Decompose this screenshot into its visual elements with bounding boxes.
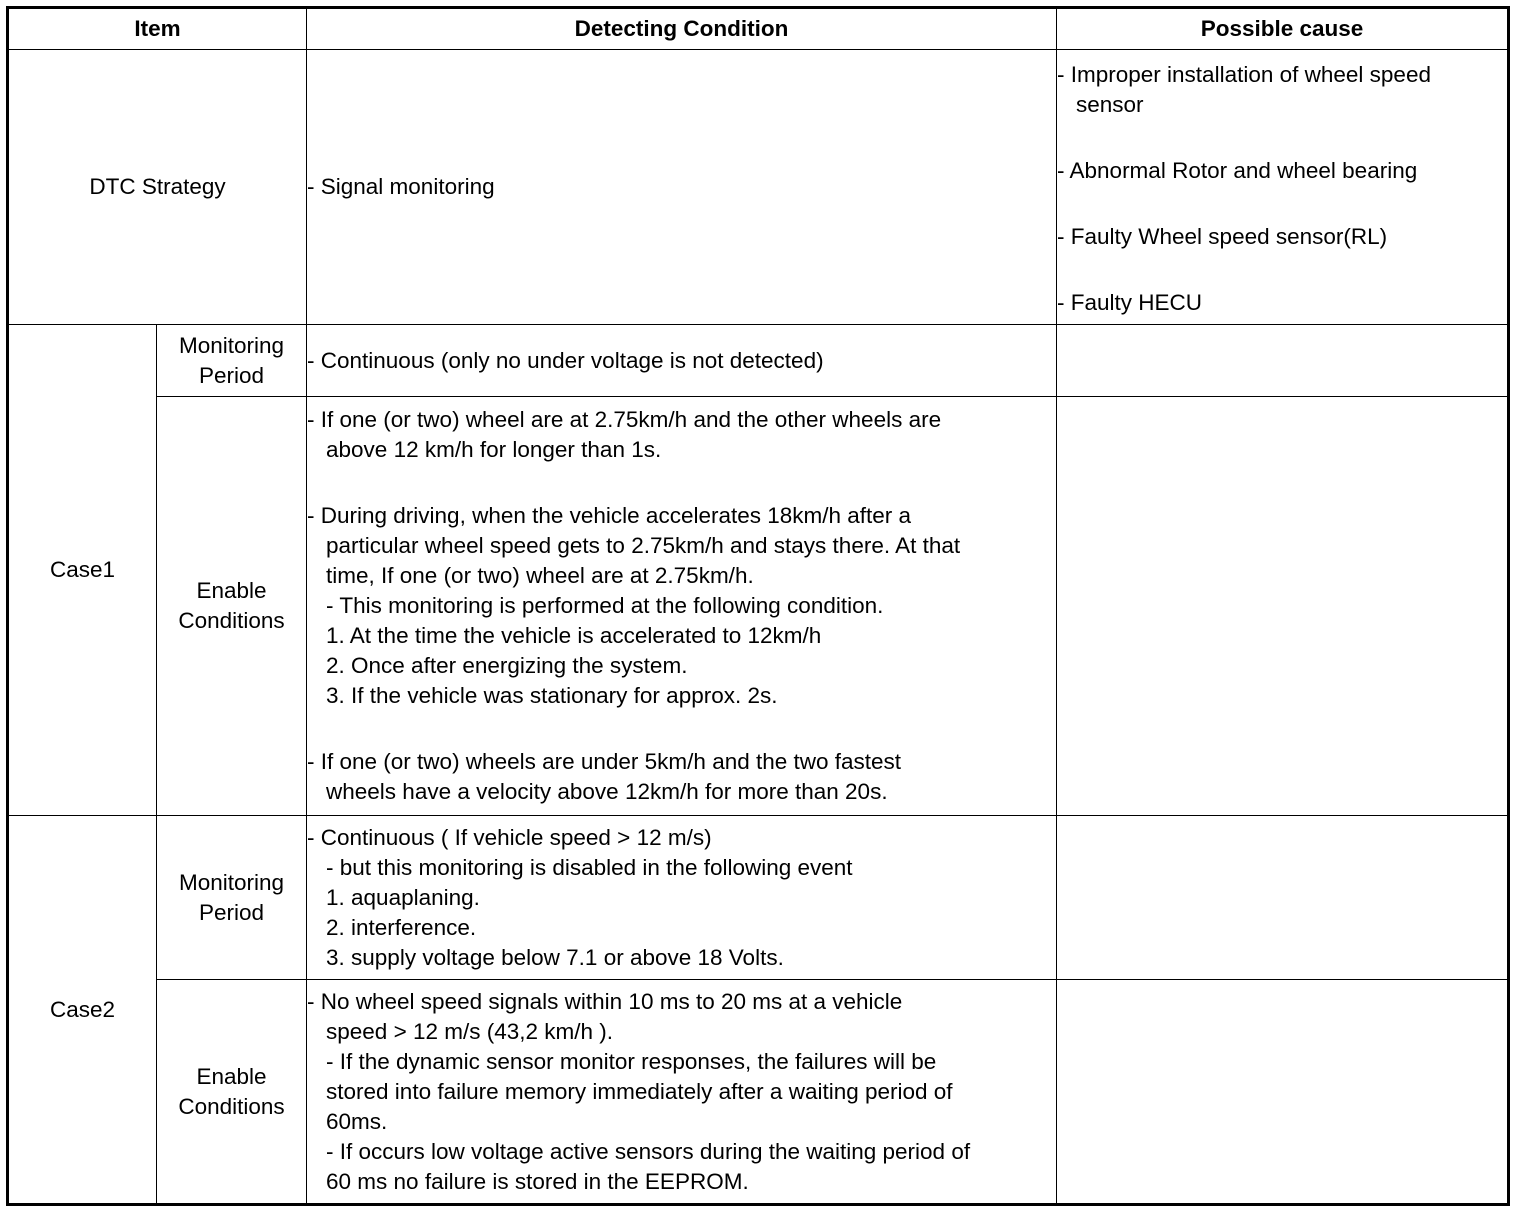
case2-monitoring-period-label	[157, 816, 307, 980]
table-row	[8, 325, 1509, 397]
label-line: Enable	[196, 578, 267, 603]
case1-enable-conditions-label	[157, 397, 307, 816]
table-row	[8, 50, 1509, 325]
case2-enable-conditions-text	[307, 980, 1057, 1205]
label-line: Period	[198, 362, 265, 388]
empty-cause-cell	[1057, 325, 1509, 397]
empty-cause-cell	[1057, 397, 1509, 816]
header-item: Item	[8, 8, 307, 50]
label-line: Conditions	[178, 608, 285, 633]
dtc-table	[6, 6, 1510, 1206]
header-detecting-condition: Detecting Condition	[307, 8, 1057, 50]
label-line: Conditions	[178, 1093, 285, 1119]
label-line: Enable	[196, 1063, 267, 1089]
table-row	[8, 816, 1509, 980]
possible-cause-list	[1057, 50, 1509, 325]
cause-item: - Faulty HECU	[1057, 290, 1203, 315]
condition-bullet: - During driving, when the vehicle accelerates 18km/h after a particular wheel speed gets to 2.75km/h and stays there. At that time, If one (or two) wheel are at 2.75km/h. - This monitoring is performed at the following condition. 1. At the time the vehicle is accelerated to 12km/h 2. Once after energizing the system. 3. If the vehicle was stationary for approx. 2s.	[307, 503, 961, 708]
condition-text: - Continuous ( If vehicle speed > 12 m/s) - but this monitoring is disabled in the following event 1. aquaplaning. 2. interference. 3. supply voltage below 7.1 or above 18 Volts.	[307, 824, 853, 970]
label-line: Monitoring	[178, 332, 285, 358]
table-row	[8, 980, 1509, 1205]
case2-monitoring-period-text	[307, 816, 1057, 980]
condition-bullet: - If one (or two) wheels are under 5km/h and the two fastest wheels have a velocity above 12km/h for more than 20s.	[307, 749, 902, 804]
case1-label: Case1	[8, 325, 157, 816]
case1-monitoring-period-label	[157, 325, 307, 397]
header-row	[8, 8, 1509, 50]
case1-enable-conditions-text	[307, 397, 1057, 816]
dtc-strategy-condition-text: - Signal monitoring	[307, 174, 495, 199]
condition-bullet: - If one (or two) wheel are at 2.75km/h and the other wheels are above 12 km/h for longer than 1s.	[307, 407, 942, 462]
label-line: Period	[198, 899, 265, 925]
case2-enable-conditions-label	[157, 980, 307, 1205]
table-row	[8, 397, 1509, 816]
empty-cause-cell	[1057, 980, 1509, 1205]
cause-item: - Faulty Wheel speed sensor(RL)	[1057, 224, 1388, 249]
header-possible-cause: Possible cause	[1057, 8, 1509, 50]
case2-label: Case2	[8, 816, 157, 1205]
cause-item: - Abnormal Rotor and wheel bearing	[1057, 158, 1418, 183]
cause-item: - Improper installation of wheel speed sensor	[1057, 62, 1431, 117]
label-line: Monitoring	[178, 869, 285, 895]
dtc-strategy-label: DTC Strategy	[8, 50, 307, 325]
dtc-strategy-condition	[307, 50, 1057, 325]
empty-cause-cell	[1057, 816, 1509, 980]
condition-text: - Continuous (only no under voltage is not detected)	[307, 347, 824, 373]
case1-monitoring-period-text	[307, 325, 1057, 397]
condition-text: - No wheel speed signals within 10 ms to 20 ms at a vehicle speed > 12 m/s (43,2 km/h ). - If the dynamic sensor monitor responses, the failures will be stored into failure memory immediately after a waiting period of 60ms. - If occurs low voltage active sensors during the waiting period of 60 ms no failure is stored in the EEPROM.	[307, 988, 971, 1194]
